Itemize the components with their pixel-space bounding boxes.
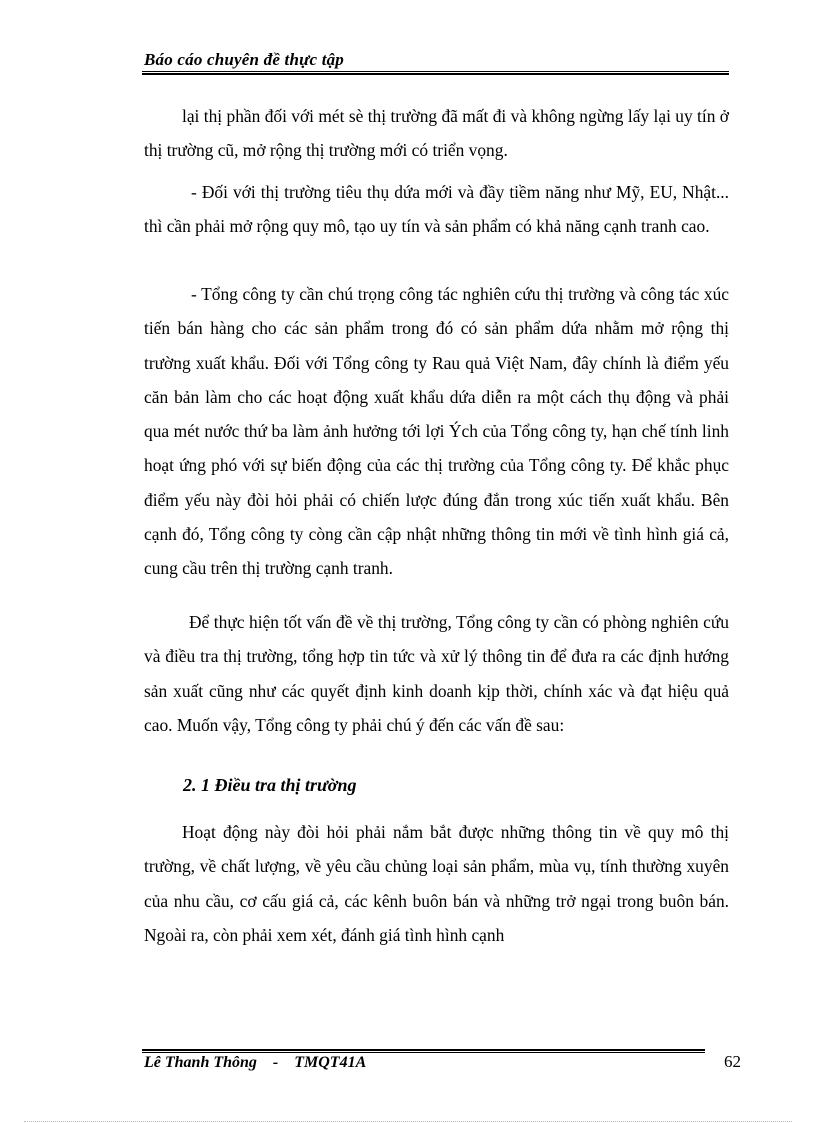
footer-rule [142, 1049, 705, 1053]
header-title: Báo cáo chuyên đề thực tập [144, 50, 345, 69]
paragraph-2: - Đối với thị trường tiêu thụ dứa mới và đầy tiềm năng như Mỹ, EU, Nhật... thì cần phải mở rộng quy mô, tạo uy tín và sản phẩm có khả năng cạnh tranh cao. [144, 182, 729, 237]
paragraph-2-wrap [144, 175, 729, 244]
bottom-dotted-border [24, 1121, 792, 1122]
section-heading: 2. 1 Điều tra thị trường [183, 775, 357, 795]
footer-author: Lê Thanh Thông [144, 1054, 257, 1071]
paragraph-3-wrap [144, 277, 729, 586]
paragraph-1-wrap [144, 99, 729, 168]
paragraph-1: lại thị phần đối với mét sè thị trường đã mất đi và không ngừng lấy lại uy tín ở thị trường cũ, mở rộng thị trường mới có triển vọng. [144, 106, 729, 161]
paragraph-4: Để thực hiện tốt vấn đề về thị trường, Tổng công ty cần có phòng nghiên cứu và điều tra thị trường, tổng hợp tin tức và xử lý thông tin để đưa ra các định hướng sản xuất cũng như các quyết định kinh doanh kịp thời, chính xác và đạt hiệu quả cao. Muốn vậy, Tổng công ty phải chú ý đến các vấn đề sau: [144, 612, 729, 735]
header-rule [142, 71, 729, 75]
paragraph-5-wrap [144, 815, 729, 952]
footer-class: TMQT41A [294, 1054, 367, 1071]
footer-separator: - [272, 1054, 279, 1071]
paragraph-3: - Tổng công ty cần chú trọng công tác nghiên cứu thị trường và công tác xúc tiến bán hàng cho các sản phẩm trong đó có sản phẩm dứa nhằm mở rộng thị trường xuất khẩu. Đối với Tổng công ty Rau quả Việt Nam, đây chính là điểm yếu căn bản làm cho các hoạt động xuất khẩu dứa diễn ra một cách thụ động và phải qua mét nước thứ ba làm ảnh hưởng tới lợi Ých của Tổng công ty, hạn chế tính linh hoạt ứng phó với sự biến động của các thị trường của Tổng công ty. Để khắc phục điểm yếu này đòi hỏi phải có chiến lược đúng đắn trong xúc tiến xuất khẩu. Bên cạnh đó, Tổng công ty còng cần cập nhật những thông tin mới về tình hình giá cả, cung cầu trên thị trường cạnh tranh. [144, 284, 729, 579]
section-paragraph: Hoạt động này đòi hỏi phải nắm bắt được những thông tin về quy mô thị trường, về chất lượng, về yêu cầu chủng loại sản phẩm, mùa vụ, tính thường xuyên của nhu cầu, cơ cấu giá cả, các kênh buôn bán và những trở ngại trong buôn bán. Ngoài ra, còn phải xem xét, đánh giá tình hình cạnh [144, 822, 729, 945]
page-number: 62 [724, 1052, 741, 1071]
paragraph-4-wrap [144, 605, 729, 742]
footer-author-line [144, 1054, 366, 1072]
